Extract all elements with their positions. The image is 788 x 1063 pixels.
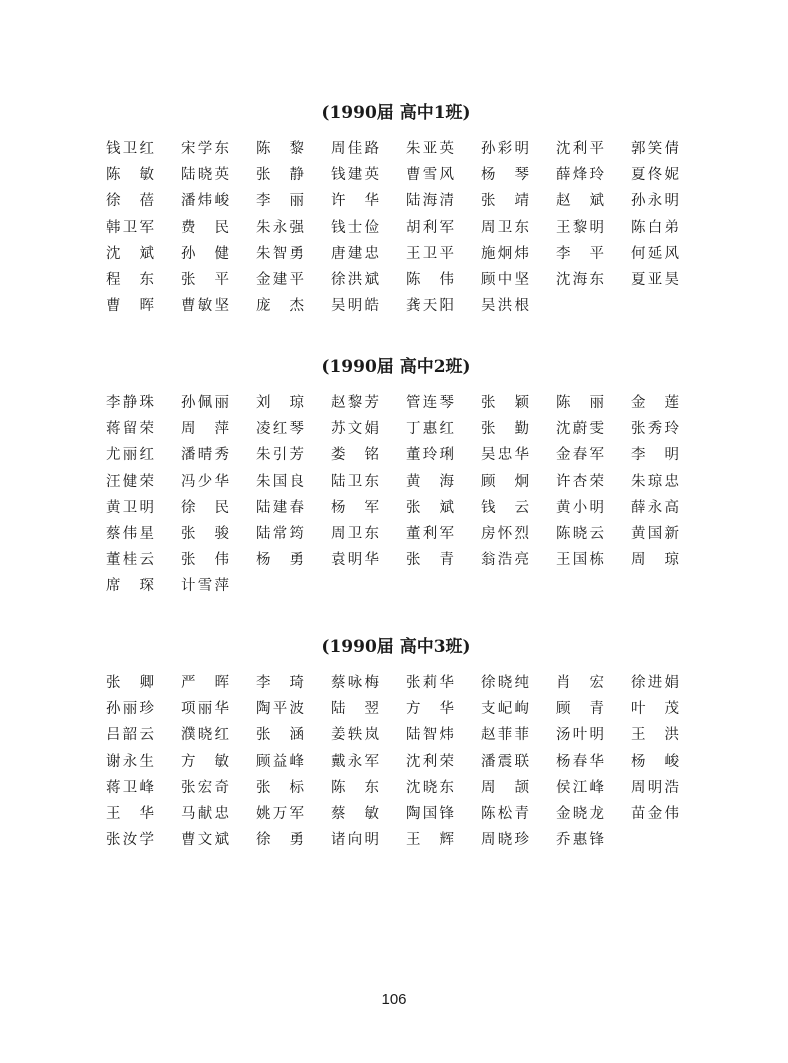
student-name: 濮晓红 [181, 727, 229, 744]
class-section-3 [106, 634, 686, 853]
student-name: 计雪萍 [181, 578, 229, 595]
student-name: 夏亚昊 [631, 271, 679, 288]
student-name: 张宏奇 [181, 779, 229, 796]
student-name: 周颉 [481, 779, 529, 796]
student-name: 李明 [631, 447, 679, 464]
student-name: 顾青 [556, 701, 604, 718]
student-name: 张静 [256, 167, 304, 184]
student-name: 汪健荣 [106, 473, 154, 490]
student-name: 冯少华 [181, 473, 229, 490]
student-name: 朱亚英 [406, 141, 454, 157]
student-name: 李平 [556, 245, 604, 262]
student-name: 周晓珍 [481, 832, 529, 849]
student-name: 沈利荣 [406, 753, 454, 770]
student-name: 周卫东 [481, 219, 529, 236]
student-name: 施炯炜 [481, 245, 529, 262]
student-name: 陈伟 [406, 271, 454, 288]
student-name: 潘震联 [481, 753, 529, 770]
student-name: 苏文娟 [331, 421, 379, 438]
student-name: 戴永军 [331, 753, 379, 770]
student-name: 诸向明 [331, 832, 379, 849]
student-name: 孙佩丽 [181, 395, 229, 411]
student-name: 陈白弟 [631, 219, 679, 236]
student-name: 赵菲菲 [481, 727, 529, 744]
student-name: 翁浩亮 [481, 552, 529, 569]
student-name: 张斌 [406, 499, 454, 516]
student-name: 张莉华 [406, 675, 454, 691]
student-name: 曹文斌 [181, 832, 229, 849]
name-grid [106, 136, 686, 319]
student-name: 钱士俭 [331, 219, 379, 236]
student-name: 张骏 [181, 525, 229, 542]
student-name: 乔惠锋 [556, 832, 604, 849]
student-name: 吴洪根 [481, 298, 529, 315]
student-name: 蔡伟星 [106, 525, 154, 542]
student-name: 钱卫红 [106, 141, 154, 157]
student-name: 张青 [406, 552, 454, 569]
student-name: 朱智勇 [256, 245, 304, 262]
student-name: 陆建春 [256, 499, 304, 516]
student-name: 张涵 [256, 727, 304, 744]
page-number: 106 [381, 991, 407, 1008]
student-name: 潘晴秀 [181, 447, 229, 464]
student-name: 张靖 [481, 193, 529, 210]
student-name: 袁明华 [331, 552, 379, 569]
student-name: 费民 [181, 219, 229, 236]
student-name: 龚天阳 [406, 298, 454, 315]
student-name: 曹晖 [106, 298, 154, 315]
student-name: 朱永强 [256, 219, 304, 236]
student-name: 严晖 [181, 675, 229, 691]
student-name: 陈丽 [556, 395, 604, 411]
name-grid [106, 390, 686, 600]
student-name: 潘炜峻 [181, 193, 229, 210]
student-name: 黄国新 [631, 525, 679, 542]
student-name: 李丽 [256, 193, 304, 210]
student-name: 陆智炜 [406, 727, 454, 744]
student-name: 蒋卫峰 [106, 779, 154, 796]
student-name: 张标 [256, 779, 304, 796]
student-name: 丁惠红 [406, 421, 454, 438]
student-name: 顾中坚 [481, 271, 529, 288]
student-name: 陈敏 [106, 167, 154, 184]
student-name: 杨琴 [481, 167, 529, 184]
student-name: 凌红琴 [256, 421, 304, 438]
student-name: 吕韶云 [106, 727, 154, 744]
student-name: 徐蓓 [106, 193, 154, 210]
student-name: 沈晓东 [406, 779, 454, 796]
student-name: 谢永生 [106, 753, 154, 770]
student-name: 黄海 [406, 473, 454, 490]
student-name: 杨勇 [256, 552, 304, 569]
student-name: 赵斌 [556, 193, 604, 210]
student-name: 孙丽珍 [106, 701, 154, 718]
section-title: (1990届 高中3班) [321, 637, 471, 657]
student-name: 徐勇 [256, 832, 304, 849]
student-name: 张卿 [106, 675, 154, 691]
student-name: 陆常筠 [256, 525, 304, 542]
student-name: 顾益峰 [256, 753, 304, 770]
student-name: 王洪 [631, 727, 679, 744]
student-name: 庞杰 [256, 298, 304, 315]
student-name: 钱建英 [331, 167, 379, 184]
student-name: 陈黎 [256, 141, 304, 157]
student-name: 王华 [106, 805, 154, 822]
student-name: 陶平波 [256, 701, 304, 718]
student-name: 张勤 [481, 421, 529, 438]
student-name: 周萍 [181, 421, 229, 438]
student-name: 陆翌 [331, 701, 379, 718]
student-name: 苗金伟 [631, 805, 679, 822]
student-name: 黄小明 [556, 499, 604, 516]
student-name: 黄卫明 [106, 499, 154, 516]
student-name: 顾炯 [481, 473, 529, 490]
student-name: 陆卫东 [331, 473, 379, 490]
student-name: 宋学东 [181, 141, 229, 157]
student-name: 吴明皓 [331, 298, 379, 315]
student-name: 管连琴 [406, 395, 454, 411]
student-name: 陆海清 [406, 193, 454, 210]
student-name: 侯江峰 [556, 779, 604, 796]
student-name: 金建平 [256, 271, 304, 288]
student-name: 程东 [106, 271, 154, 288]
student-name: 房怀烈 [481, 525, 529, 542]
student-name: 杨军 [331, 499, 379, 516]
student-name: 陆晓英 [181, 167, 229, 184]
student-name: 金晓龙 [556, 805, 604, 822]
student-name: 徐进娟 [631, 675, 679, 691]
student-name: 支屺岣 [481, 701, 529, 718]
student-name: 薛烽玲 [556, 167, 604, 184]
student-name: 董利军 [406, 525, 454, 542]
student-name: 周明浩 [631, 779, 679, 796]
student-name: 陶国锋 [406, 805, 454, 822]
student-name: 徐晓纯 [481, 675, 529, 691]
student-name: 朱国良 [256, 473, 304, 490]
student-name: 周卫东 [331, 525, 379, 542]
student-name: 董玲琍 [406, 447, 454, 464]
student-name: 蔡咏梅 [331, 675, 379, 691]
student-name: 曹敏坚 [181, 298, 229, 315]
student-name: 薛永高 [631, 499, 679, 516]
section-title: (1990届 高中1班) [321, 103, 471, 123]
section-title: (1990届 高中2班) [321, 357, 471, 377]
student-name: 李静珠 [106, 395, 154, 411]
student-name: 曹雪风 [406, 167, 454, 184]
student-name: 孙永明 [631, 193, 679, 210]
student-name: 姜轶岚 [331, 727, 379, 744]
student-name: 王国栋 [556, 552, 604, 569]
student-name: 方华 [406, 701, 454, 718]
student-name: 孙健 [181, 245, 229, 262]
student-name: 金莲 [631, 395, 679, 411]
student-name: 张汝学 [106, 832, 154, 849]
student-name: 方敏 [181, 753, 229, 770]
class-section-1 [106, 100, 686, 319]
student-name: 朱琼忠 [631, 473, 679, 490]
student-name: 韩卫军 [106, 219, 154, 236]
student-name: 董桂云 [106, 552, 154, 569]
student-name: 王辉 [406, 832, 454, 849]
student-name: 蔡敏 [331, 805, 379, 822]
student-name: 蒋留荣 [106, 421, 154, 438]
student-name: 杨春华 [556, 753, 604, 770]
student-name: 叶茂 [631, 701, 679, 718]
student-name: 汤叶明 [556, 727, 604, 744]
class-section-2 [106, 354, 686, 600]
student-name: 郭笑倩 [631, 141, 679, 157]
student-name: 肖宏 [556, 675, 604, 691]
student-name: 钱云 [481, 499, 529, 516]
student-name: 陈东 [331, 779, 379, 796]
student-name: 张颖 [481, 395, 529, 411]
student-name: 沈海东 [556, 271, 604, 288]
student-name: 朱引芳 [256, 447, 304, 464]
student-name: 周佳路 [331, 141, 379, 157]
student-name: 沈利平 [556, 141, 604, 157]
student-name: 马献忠 [181, 805, 229, 822]
student-name: 徐洪斌 [331, 271, 379, 288]
student-name: 席琛 [106, 578, 154, 595]
student-name: 姚万军 [256, 805, 304, 822]
student-name: 胡利军 [406, 219, 454, 236]
student-name: 金春军 [556, 447, 604, 464]
student-name: 何延风 [631, 245, 679, 262]
student-name: 吴忠华 [481, 447, 529, 464]
student-name: 尤丽红 [106, 447, 154, 464]
student-name: 李琦 [256, 675, 304, 691]
student-name: 张秀玲 [631, 421, 679, 438]
student-name: 沈蔚雯 [556, 421, 604, 438]
student-name: 王卫平 [406, 245, 454, 262]
student-name: 陈晓云 [556, 525, 604, 542]
student-name: 许杏荣 [556, 473, 604, 490]
student-name: 周琼 [631, 552, 679, 569]
student-name: 项丽华 [181, 701, 229, 718]
student-name: 张伟 [181, 552, 229, 569]
student-name: 沈斌 [106, 245, 154, 262]
student-name: 杨峻 [631, 753, 679, 770]
student-name: 夏佟妮 [631, 167, 679, 184]
student-name: 陈松青 [481, 805, 529, 822]
student-name: 唐建忠 [331, 245, 379, 262]
name-grid [106, 670, 686, 853]
student-name: 徐民 [181, 499, 229, 516]
student-name: 刘琼 [256, 395, 304, 411]
student-name: 张平 [181, 271, 229, 288]
student-name: 孙彩明 [481, 141, 529, 157]
student-name: 王黎明 [556, 219, 604, 236]
student-name: 赵黎芳 [331, 395, 379, 411]
student-name: 许华 [331, 193, 379, 210]
student-name: 娄铭 [331, 447, 379, 464]
